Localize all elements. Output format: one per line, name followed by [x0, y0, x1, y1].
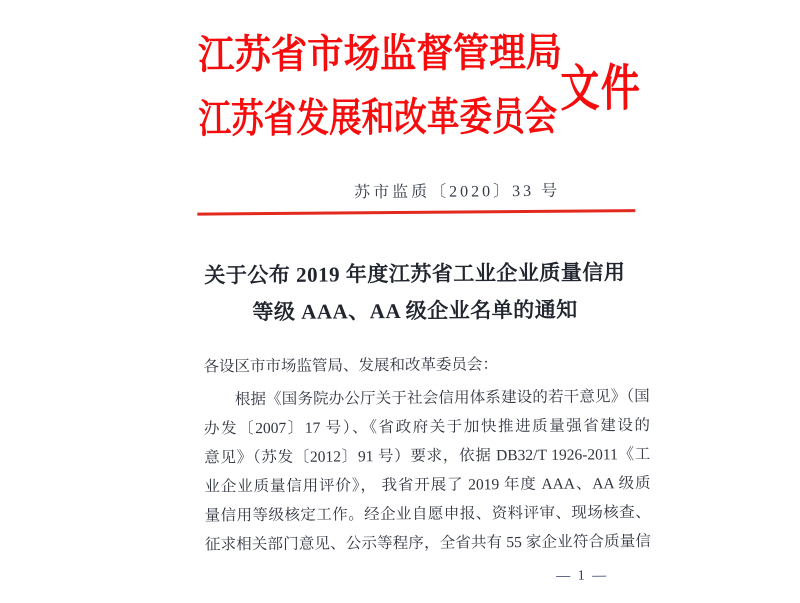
document-number: 苏市监质〔2020〕33 号: [354, 182, 561, 202]
letterhead: [198, 20, 665, 152]
body-line: 办发〔2007〕17 号）、《省政府关于加快推进质量强省建设的: [203, 417, 651, 438]
body-line: 量信用等级核定工作。经企业自愿申报、资料评审、现场核查、: [204, 504, 651, 525]
document-title-line1: 关于公布 2019 年度江苏省工业企业质量信用: [204, 260, 626, 288]
page-number: — 1 —: [556, 568, 609, 584]
body-paragraph: [204, 382, 651, 559]
body-line: 根据《国务院办公厅关于社会信用体系建设的若干意见》（国: [234, 388, 650, 409]
document-title-line2: 等级 AAA、AA 级企业名单的通知: [252, 297, 578, 325]
document-title: [178, 254, 653, 332]
agency-name-line2: 江苏省发展和改革委员会: [198, 93, 558, 142]
letterhead-document-word: 文件: [560, 60, 642, 117]
agency-name-line1: 江苏省市场监督管理局: [197, 29, 563, 78]
red-divider-line: [197, 209, 635, 215]
body-line: 征求相关部门意见、公示等程序，全省共有 55 家企业符合质量信: [204, 533, 651, 554]
document-body: [203, 349, 651, 559]
body-line: 业企业质量信用评价》， 我省开展了 2019 年度 AAA、AA 级质: [204, 475, 651, 496]
agency-names: [198, 21, 565, 152]
body-line: 意见》（苏发〔2012〕91 号）要求，依据 DB32/T 1926-2011《工: [204, 446, 651, 467]
salutation: 各设区市市场监管局、发展和改革委员会：: [203, 356, 499, 376]
